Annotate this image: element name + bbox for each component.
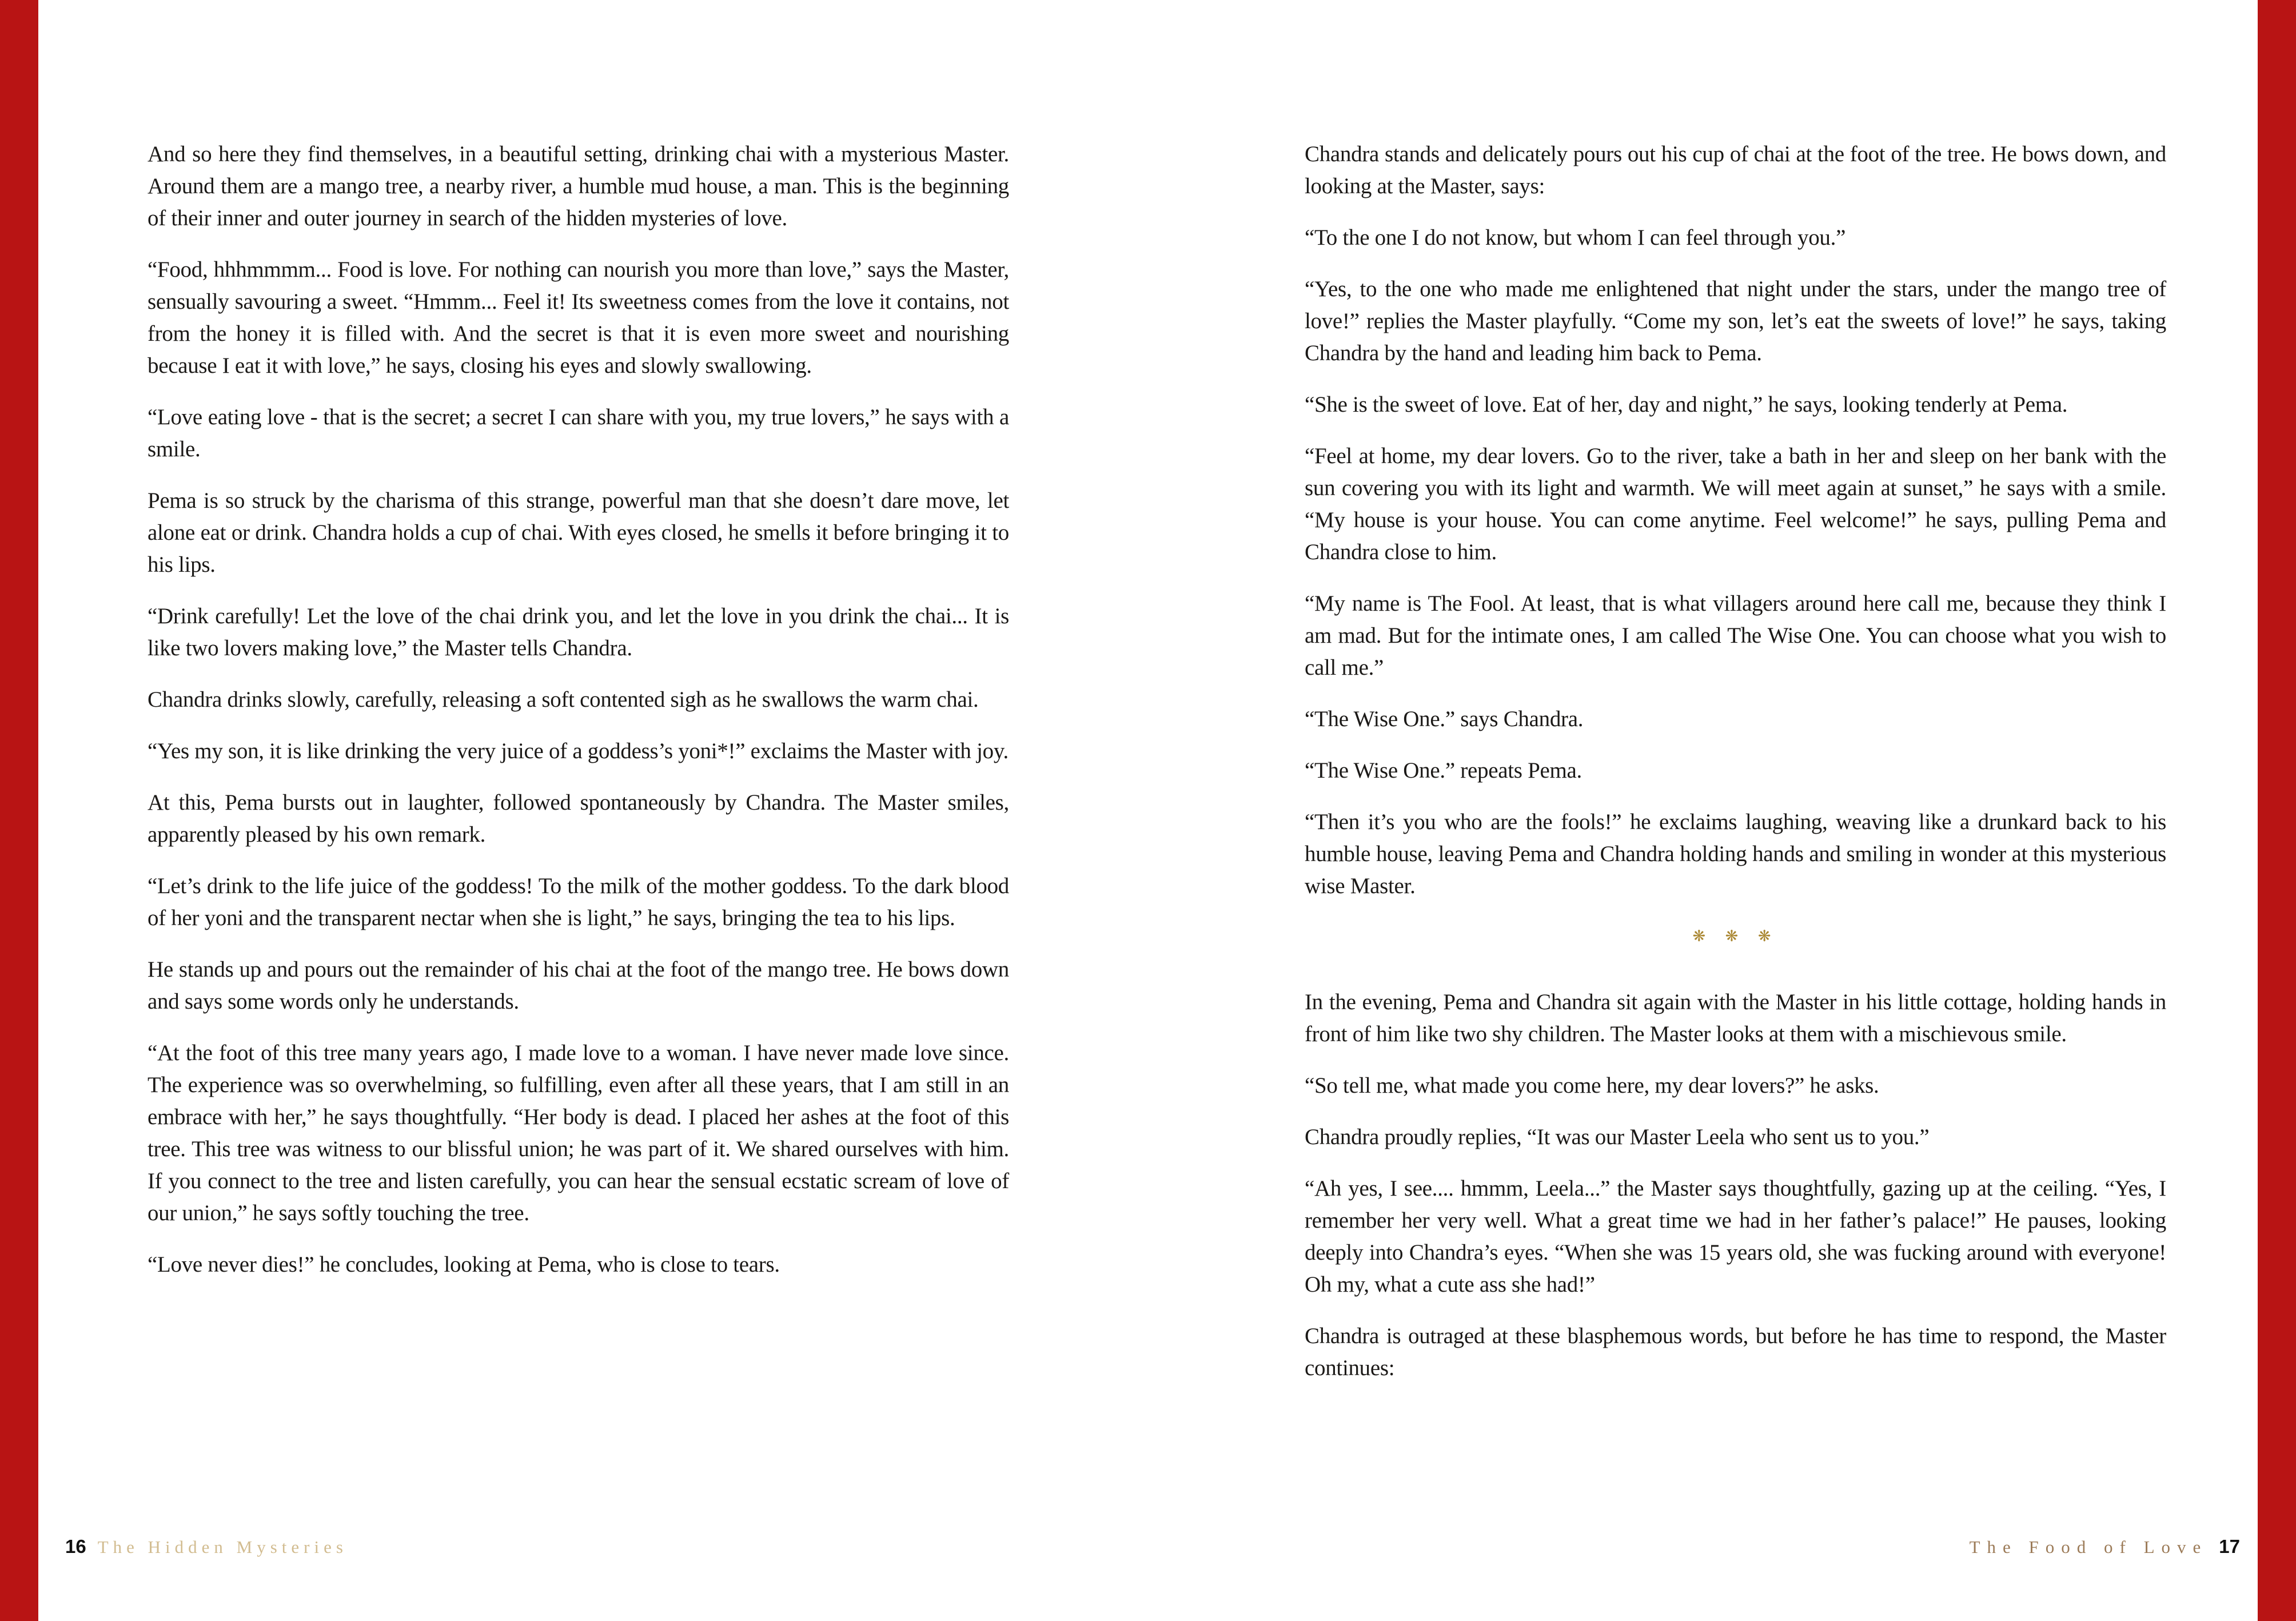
paragraph: “My name is The Fool. At least, that is what villagers around here call me, because they think I am mad. But for the intimate ones, I am called The Wise One. You can choose what you wish to call me.” — [1305, 591, 2166, 680]
book-cover-edge-left — [0, 0, 38, 1621]
paragraph: “She is the sweet of love. Eat of her, day and night,” he says, looking tenderly at Pema. — [1305, 392, 2068, 417]
running-title-left: The Hidden Mysteries — [97, 1537, 348, 1557]
paragraph: “Feel at home, my dear lovers. Go to the river, take a bath in her and sleep on her bank with the sun covering you with its light and warmth. We will meet again at sunset,” he says with a smile. “My house is your house. You can come anytime. Feel welcome!” he says, pulling Pema and Chandra close to him. — [1305, 444, 2166, 564]
paragraph: He stands up and pours out the remainder of his chai at the foot of the mango tree. He bows down and says some words only he understands. — [148, 957, 1009, 1014]
paragraph: “Yes my son, it is like drinking the very juice of a goddess’s yoni*!” exclaims the Master with joy. — [148, 739, 1009, 763]
paragraph: Chandra proudly replies, “It was our Master Leela who sent us to you.” — [1305, 1125, 1930, 1149]
paragraph: “At the foot of this tree many years ago, I made love to a woman. I have never made love since. The experience was so overwhelming, so fulfilling, even after all these years, that I am still in an embrace with her,” he says thoughtfully. “Her body is dead. I placed her ashes at the foot of this tree. This tree was witness to our blissful union; he was part of it. We shared ourselves with him. If you connect to the tree and listen carefully, you can hear the sensual ecstatic scream of love of our union,” he says softly touching the tree. — [148, 1041, 1009, 1225]
paragraph: Pema is so struck by the charisma of this strange, powerful man that she doesn’t dare move, let alone eat or drink. Chandra holds a cup of chai. With eyes closed, he smells it before bringing it to his lips. — [148, 488, 1009, 577]
page-17-text-column — [1305, 138, 2166, 1384]
paragraph: Chandra stands and delicately pours out his cup of chai at the foot of the tree. He bows down, and looking at the Master, says: — [1305, 142, 2166, 198]
paragraph: At this, Pema bursts out in laughter, followed spontaneously by Chandra. The Master smiles, apparently pleased by his own remark. — [148, 790, 1009, 847]
paragraph: “The Wise One.” says Chandra. — [1305, 707, 1584, 731]
paragraph: “Ah yes, I see.... hmmm, Leela...” the Master says thoughtfully, gazing up at the ceiling. “Yes, I remember her very well. What a great time we had in her father’s palace!” He pauses, looking deeply into Chandra’s eyes. “When she was 15 years old, she was fucking around with everyone! Oh my, what a cute ass she had!” — [1305, 1176, 2166, 1297]
paragraph: “The Wise One.” repeats Pema. — [1305, 758, 1582, 783]
section-break-ornament: ❋ ❋ ❋ — [1692, 927, 1779, 945]
paragraph: Chandra is outraged at these blasphemous words, but before he has time to respond, the Master continues: — [1305, 1324, 2166, 1380]
page-17-paragraphs-before-break — [1305, 138, 2166, 902]
paragraph: “Food, hhhmmmm... Food is love. For nothing can nourish you more than love,” says the Master, sensually savouring a sweet. “Hmmm... Feel it! Its sweetness comes from the love it contains, not from the honey it is filled with. And the secret is that it is even more sweet and nourishing because I eat it with love,” he says, closing his eyes and slowly swallowing. — [148, 257, 1009, 378]
page-17-footer — [1970, 1536, 2240, 1558]
running-title-right: The Food of Love — [1969, 1537, 2208, 1557]
paragraph: “So tell me, what made you come here, my dear lovers?” he asks. — [1305, 1073, 1879, 1098]
paragraph: Chandra drinks slowly, carefully, releasing a soft contented sigh as he swallows the warm chai. — [148, 687, 979, 712]
paragraph: “Yes, to the one who made me enlightened that night under the stars, under the mango tree of love!” replies the Master playfully. “Come my son, let’s eat the sweets of love!” he says, taking Chandra by the hand and leading him back to Pema. — [1305, 277, 2166, 365]
paragraph: “To the one I do not know, but whom I can feel through you.” — [1305, 225, 1846, 250]
page-number-right: 17 — [2219, 1536, 2240, 1557]
paragraph: In the evening, Pema and Chandra sit again with the Master in his little cottage, holding hands in front of him like two shy children. The Master looks at them with a mischievous smile. — [1305, 990, 2166, 1046]
paragraph: “Love never dies!” he concludes, looking at Pema, who is close to tears. — [148, 1252, 780, 1277]
paragraph: “Then it’s you who are the fools!” he exclaims laughing, weaving like a drunkard back to his humble house, leaving Pema and Chandra holding hands and smiling in wonder at this mysterious wise Master. — [1305, 810, 2166, 898]
book-cover-edge-right — [2258, 0, 2296, 1621]
paragraph: “Love eating love - that is the secret; a secret I can share with you, my true lovers,” he says with a smile. — [148, 405, 1009, 461]
paragraph: “Let’s drink to the life juice of the goddess! To the milk of the mother goddess. To the dark blood of her yoni and the transparent nectar when she is light,” he says, bringing the tea to his lips. — [148, 874, 1009, 930]
paragraph: And so here they find themselves, in a beautiful setting, drinking chai with a mysterious Master. Around them are a mango tree, a nearby river, a humble mud house, a man. This is the beginning of their inner and outer journey in search of the hidden mysteries of love. — [148, 142, 1009, 230]
page-16-text-column — [148, 138, 1009, 1281]
page-17-paragraphs-after-break — [1305, 986, 2166, 1384]
paragraph: “Drink carefully! Let the love of the chai drink you, and let the love in you drink the chai... It is like two lovers making love,” the Master tells Chandra. — [148, 604, 1009, 660]
page-16-footer — [65, 1536, 348, 1558]
page-number-left: 16 — [65, 1536, 86, 1557]
